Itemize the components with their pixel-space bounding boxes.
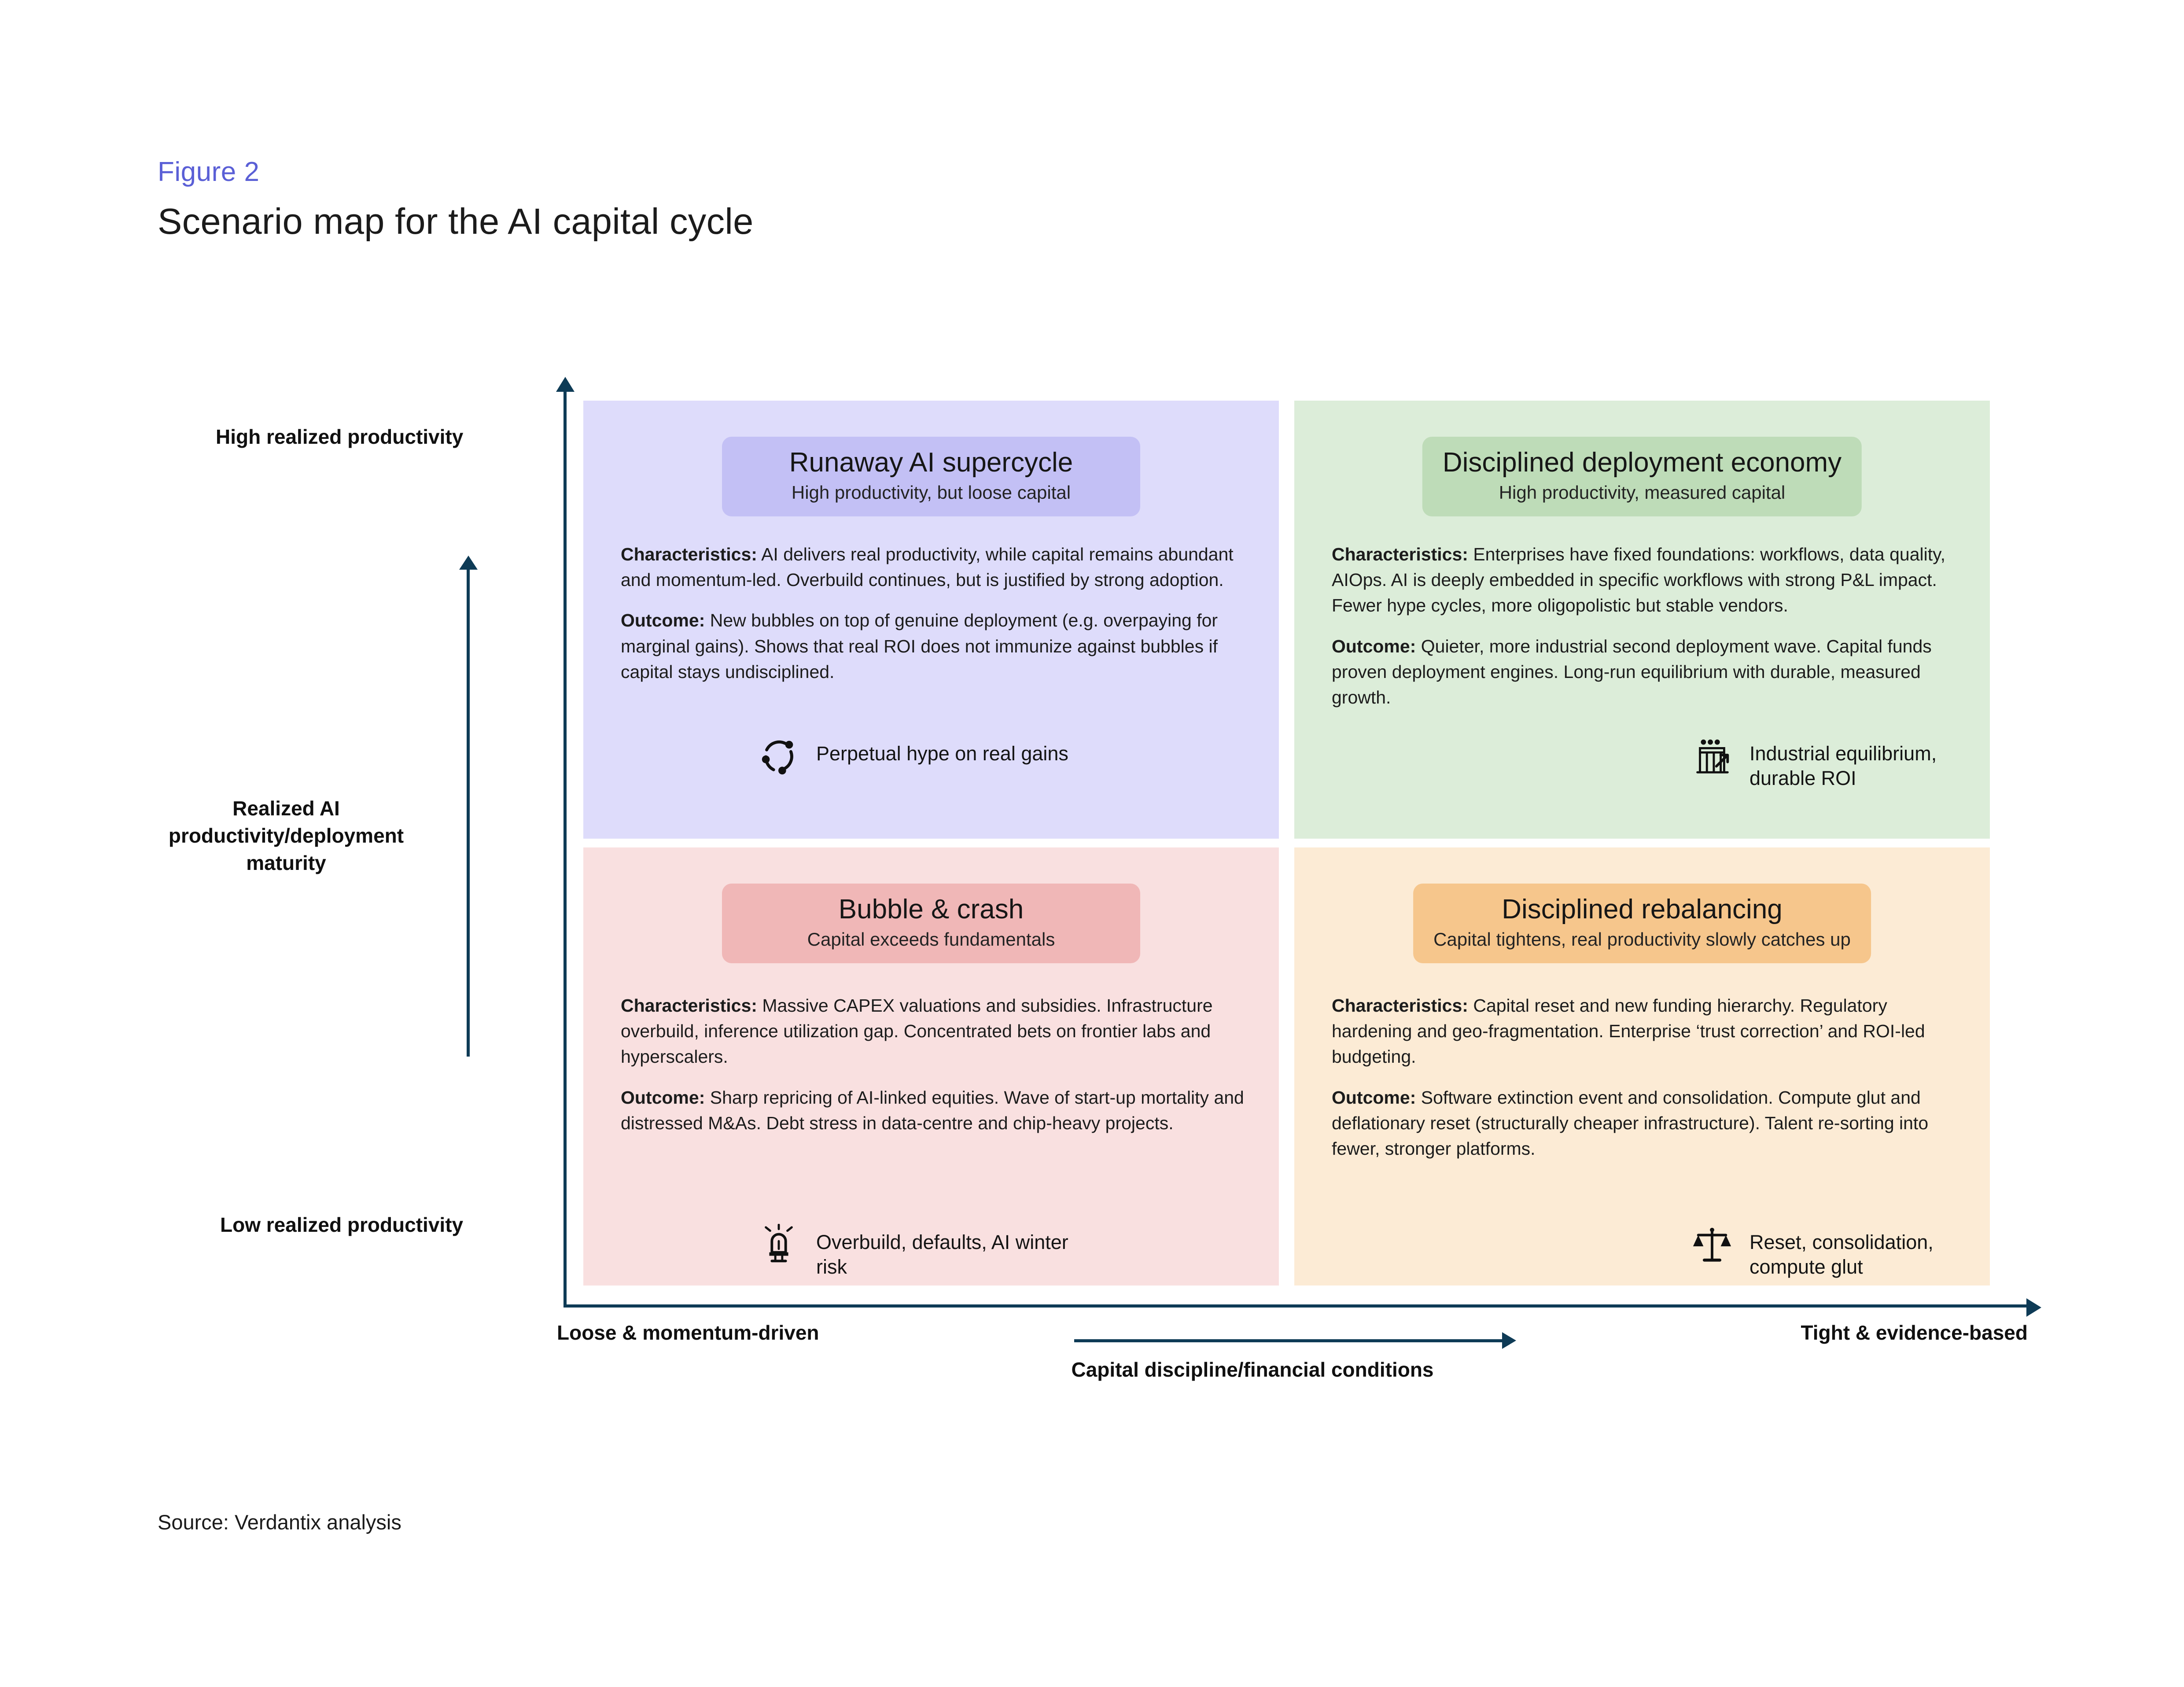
scenario-matrix bbox=[583, 401, 1999, 1286]
characteristics-label: Characteristics: bbox=[1332, 544, 1468, 564]
quadrant-body bbox=[1332, 993, 1961, 1176]
outcome-text: Quieter, more industrial second deployment wave. Capital funds proven deployment engines. Long-run equilibrium with durable, measured growth. bbox=[1332, 636, 1932, 708]
quadrant-title: Runaway AI supercycle bbox=[789, 447, 1073, 478]
outcome-label: Outcome: bbox=[621, 1087, 705, 1108]
y-direction-arrow-icon bbox=[467, 568, 470, 1057]
balance-scales-icon bbox=[1690, 1224, 1734, 1267]
quadrant-body bbox=[621, 993, 1250, 1151]
quadrant-title-chip bbox=[722, 884, 1140, 963]
x-axis-left-label: Loose & momentum-driven bbox=[557, 1321, 819, 1344]
quadrant-title-chip bbox=[1413, 884, 1871, 963]
footnote-text: Perpetual hype on real gains bbox=[816, 742, 1068, 765]
recycle-arrows-icon bbox=[757, 735, 800, 778]
quadrant-bubble-and-crash[interactable] bbox=[583, 847, 1279, 1286]
source-note: Source: Verdantix analysis bbox=[158, 1510, 401, 1534]
x-direction-arrow-icon bbox=[1074, 1339, 1503, 1342]
quadrant-body bbox=[1332, 541, 1961, 725]
y-axis-bottom-label: Low realized productivity bbox=[220, 1213, 464, 1236]
factory-growth-icon bbox=[1690, 735, 1734, 778]
quadrant-disciplined-rebalancing[interactable] bbox=[1294, 847, 1990, 1286]
quadrant-body bbox=[621, 541, 1250, 700]
alarm-siren-icon bbox=[757, 1224, 800, 1267]
outcome-label: Outcome: bbox=[621, 610, 705, 631]
y-axis-arrow-icon bbox=[556, 377, 575, 392]
page-title: Scenario map for the AI capital cycle bbox=[158, 201, 754, 242]
quadrant-title: Disciplined deployment economy bbox=[1442, 447, 1842, 478]
outcome-text: Software extinction event and consolidation. Compute glut and deflationary reset (structurally cheaper infrastructure). Talent re-sorting into fewer, stronger platforms. bbox=[1332, 1087, 1929, 1159]
quadrant-footnote bbox=[757, 735, 1068, 778]
characteristics-label: Characteristics: bbox=[1332, 995, 1468, 1016]
quadrant-title-chip bbox=[722, 437, 1140, 516]
characteristics-text: Capital reset and new funding hierarchy. Regulatory hardening and geo-fragmentation. Enterprise ‘trust correction’ and ROI-led budgeting. bbox=[1332, 995, 1925, 1067]
outcome-label: Outcome: bbox=[1332, 636, 1416, 656]
characteristics-label: Characteristics: bbox=[621, 544, 757, 564]
quadrant-footnote bbox=[1690, 1224, 1990, 1280]
characteristics-label: Characteristics: bbox=[621, 995, 757, 1016]
footnote-text: Industrial equilibrium, durable ROI bbox=[1749, 742, 1937, 790]
quadrant-title-chip bbox=[1422, 437, 1862, 516]
outcome-label: Outcome: bbox=[1332, 1087, 1416, 1108]
outcome-text: Sharp repricing of AI-linked equities. Wave of start-up mortality and distressed M&As. Debt stress in data-centre and chip-heavy projects. bbox=[621, 1087, 1244, 1133]
quadrant-title: Disciplined rebalancing bbox=[1502, 894, 1783, 925]
figure-label: Figure 2 bbox=[158, 157, 260, 187]
quadrant-footnote bbox=[1690, 735, 1990, 791]
x-direction-arrowhead-icon bbox=[1502, 1332, 1516, 1349]
y-axis-line bbox=[563, 387, 567, 1308]
y-axis-title: Realized AI productivity/deployment maturity bbox=[168, 797, 404, 875]
quadrant-subtitle: Capital tightens, real productivity slowly catches up bbox=[1433, 929, 1851, 950]
quadrant-subtitle: High productivity, measured capital bbox=[1499, 482, 1786, 503]
footnote-text: Overbuild, defaults, AI winter risk bbox=[816, 1231, 1068, 1278]
characteristics-text: Enterprises have fixed foundations: workflows, data quality, AIOps. AI is deeply embedded in specific workflows with strong P&L impact. Fewer hype cycles, more oligopolistic but stable vendors. bbox=[1332, 544, 1945, 616]
characteristics-text: AI delivers real productivity, while capital remains abundant and momentum-led. Overbuild continues, but is justified by strong adoption. bbox=[621, 544, 1234, 590]
footnote-text: Reset, consolidation, compute glut bbox=[1749, 1231, 1934, 1278]
quadrant-subtitle: High productivity, but loose capital bbox=[791, 482, 1071, 503]
quadrant-subtitle: Capital exceeds fundamentals bbox=[807, 929, 1055, 950]
x-axis-arrow-icon bbox=[2026, 1298, 2041, 1317]
y-axis-top-label: High realized productivity bbox=[216, 425, 464, 448]
y-direction-arrowhead-icon bbox=[459, 556, 478, 570]
quadrant-disciplined-deployment-economy[interactable] bbox=[1294, 401, 1990, 839]
outcome-text: New bubbles on top of genuine deployment (e.g. overpaying for marginal gains). Shows that real ROI does not immunize against bubbles if capital stays undisciplined. bbox=[621, 610, 1218, 682]
quadrant-footnote bbox=[757, 1224, 1098, 1280]
x-axis-title: Capital discipline/financial conditions bbox=[1071, 1358, 1434, 1381]
quadrant-title: Bubble & crash bbox=[838, 894, 1024, 925]
quadrant-runaway-ai-supercycle[interactable] bbox=[583, 401, 1279, 839]
characteristics-text: Massive CAPEX valuations and subsidies. Infrastructure overbuild, inference utilization gap. Concentrated bets on frontier labs and hyperscalers. bbox=[621, 995, 1213, 1067]
x-axis-line bbox=[563, 1304, 2034, 1308]
x-axis-right-label: Tight & evidence-based bbox=[1801, 1321, 2028, 1344]
